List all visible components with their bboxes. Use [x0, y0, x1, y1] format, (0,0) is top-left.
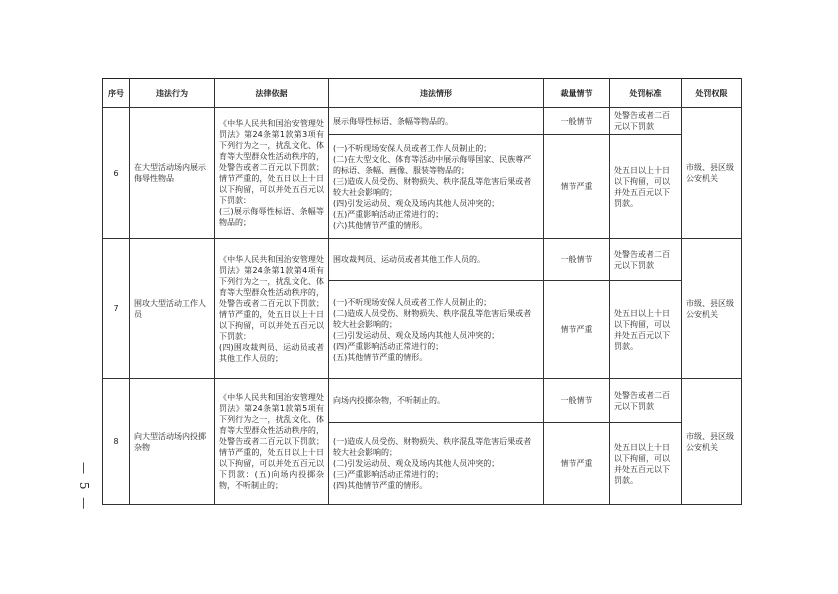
- row-behavior: 向大型活动场内投掷杂物: [130, 379, 215, 505]
- table-row: [103, 239, 742, 281]
- general-penalty: 处警告或者二百元以下罚款: [610, 108, 682, 135]
- header-level: 裁量情节: [544, 79, 610, 108]
- case-item: (三)严重影响活动正常进行的；: [333, 470, 444, 479]
- general-level: 一般情节: [544, 379, 610, 423]
- serious-level: 情节严重: [544, 423, 610, 505]
- case-item: (二)引发运动员、观众及场内其他人员冲突的；: [333, 459, 500, 468]
- row-basis: [215, 239, 329, 379]
- serious-penalty: 处五日以上十日以下拘留，可以并处五百元以下罚款。: [610, 135, 682, 239]
- row-no: 7: [103, 239, 130, 379]
- case-item: (一)不听现场安保人员或者工作人员制止的；: [333, 143, 492, 153]
- row-behavior: 围攻大型活动工作人员: [130, 239, 215, 379]
- serious-cases: [329, 281, 544, 379]
- row-basis: [215, 108, 329, 239]
- header-penalty: 处罚标准: [610, 79, 682, 108]
- header-authority: 处罚权限: [682, 79, 742, 108]
- case-item: (六)其他情节严重的情形。: [333, 220, 428, 230]
- header-no: 序号: [103, 79, 130, 108]
- case-item: (四)严重影响活动正常进行的；: [333, 341, 444, 351]
- case-item: (一)造成人员受伤、财物损失、秩序混乱等危害后果或者较大社会影响的；: [333, 437, 532, 457]
- header-basis: 法律依据: [215, 79, 329, 108]
- header-behavior: 违法行为: [130, 79, 215, 108]
- case-item: (三)引发运动员、观众及场内其他人员冲突的；: [333, 330, 500, 340]
- general-level: 一般情节: [544, 108, 610, 135]
- row-behavior: 在大型活动场内展示侮辱性物品: [130, 108, 215, 239]
- general-case: 展示侮辱性标语、条幅等物品的。: [329, 108, 544, 135]
- serious-cases: [329, 423, 544, 505]
- general-penalty: 处警告或者二百元以下罚款: [610, 379, 682, 423]
- case-item: (三)造成人员受伤、财物损失、秩序混乱等危害后果或者较大社会影响的；: [333, 176, 532, 197]
- case-item: (一)不听现场安保人员或者工作人员制止的；: [333, 297, 492, 307]
- case-item: (二)在大型文化、体育等活动中展示侮辱国家、民族尊严的标语、条幅、画像、服装等物品的；: [333, 154, 532, 175]
- basis-text: 《中华人民共和国治安管理处罚法》第24条第1款第4项有下列行为之一，扰乱文化、体育等大型群众性活动秩序的，处警告或者二百元以下罚款；情节严重的，处五日以上十日以下拘留，可以并处五百元以下罚款：: [219, 254, 324, 341]
- general-penalty: 处警告或者二百元以下罚款: [610, 239, 682, 281]
- row-basis: [215, 379, 329, 505]
- serious-penalty: 处五日以上十日以下拘留，可以并处五百元以下罚款。: [610, 423, 682, 505]
- serious-penalty: 处五日以上十日以下拘留，可以并处五百元以下罚款。: [610, 281, 682, 379]
- serious-level: 情节严重: [544, 135, 610, 239]
- serious-cases: [329, 135, 544, 239]
- case-item: (五)其他情节严重的情形。: [333, 352, 428, 362]
- general-level: 一般情节: [544, 239, 610, 281]
- row-no: 8: [103, 379, 130, 505]
- penalty-table: [102, 78, 742, 505]
- table-row: [103, 108, 742, 135]
- general-case: 围攻裁判员、运动员或者其他工作人员的。: [329, 239, 544, 281]
- case-item: (四)其他情节严重的情形。: [333, 481, 428, 490]
- case-item: (二)造成人员受伤、财物损失、秩序混乱等危害后果或者较大社会影响的；: [333, 308, 532, 329]
- page-number: — 5 —: [77, 462, 91, 512]
- case-item: (五)严重影响活动正常进行的；: [333, 209, 444, 219]
- row-authority: 市级、县区级公安机关: [682, 108, 742, 239]
- row-no: 6: [103, 108, 130, 239]
- header-case: 违法情形: [329, 79, 544, 108]
- serious-level: 情节严重: [544, 281, 610, 379]
- basis-text: 《中华人民共和国治安管理处罚法》第24条第1款第3项有下列行为之一，扰乱文化、体育等大型群众性活动秩序的，处警告或者二百元以下罚款；情节严重的，处五日以上十日以下拘留，可以并处五百元以下罚款：: [219, 119, 324, 205]
- row-authority: 市级、县区级公安机关: [682, 239, 742, 379]
- basis-text: (四)围攻裁判员、运动员或者其他工作人员的；: [219, 342, 324, 363]
- basis-text: (三)展示侮辱性标语、条幅等物品的；: [219, 207, 324, 227]
- general-case: 向场内投掷杂物，不听制止的。: [329, 379, 544, 423]
- case-item: (四)引发运动员、观众及场内其他人员冲突的；: [333, 198, 500, 208]
- table-row: [103, 379, 742, 423]
- basis-text: 《中华人民共和国治安管理处罚法》第24条第1款第5项有下列行为之一，扰乱文化、体育等大型群众性活动秩序的，处警告或者二百元以下罚款；情节严重的，处五日以上十日以下拘留，可以并处五百元以下罚款：(五)向场内投掷杂物，不听制止的；: [219, 393, 324, 490]
- header-row: [103, 79, 742, 108]
- row-authority: 市级、县区级公安机关: [682, 379, 742, 505]
